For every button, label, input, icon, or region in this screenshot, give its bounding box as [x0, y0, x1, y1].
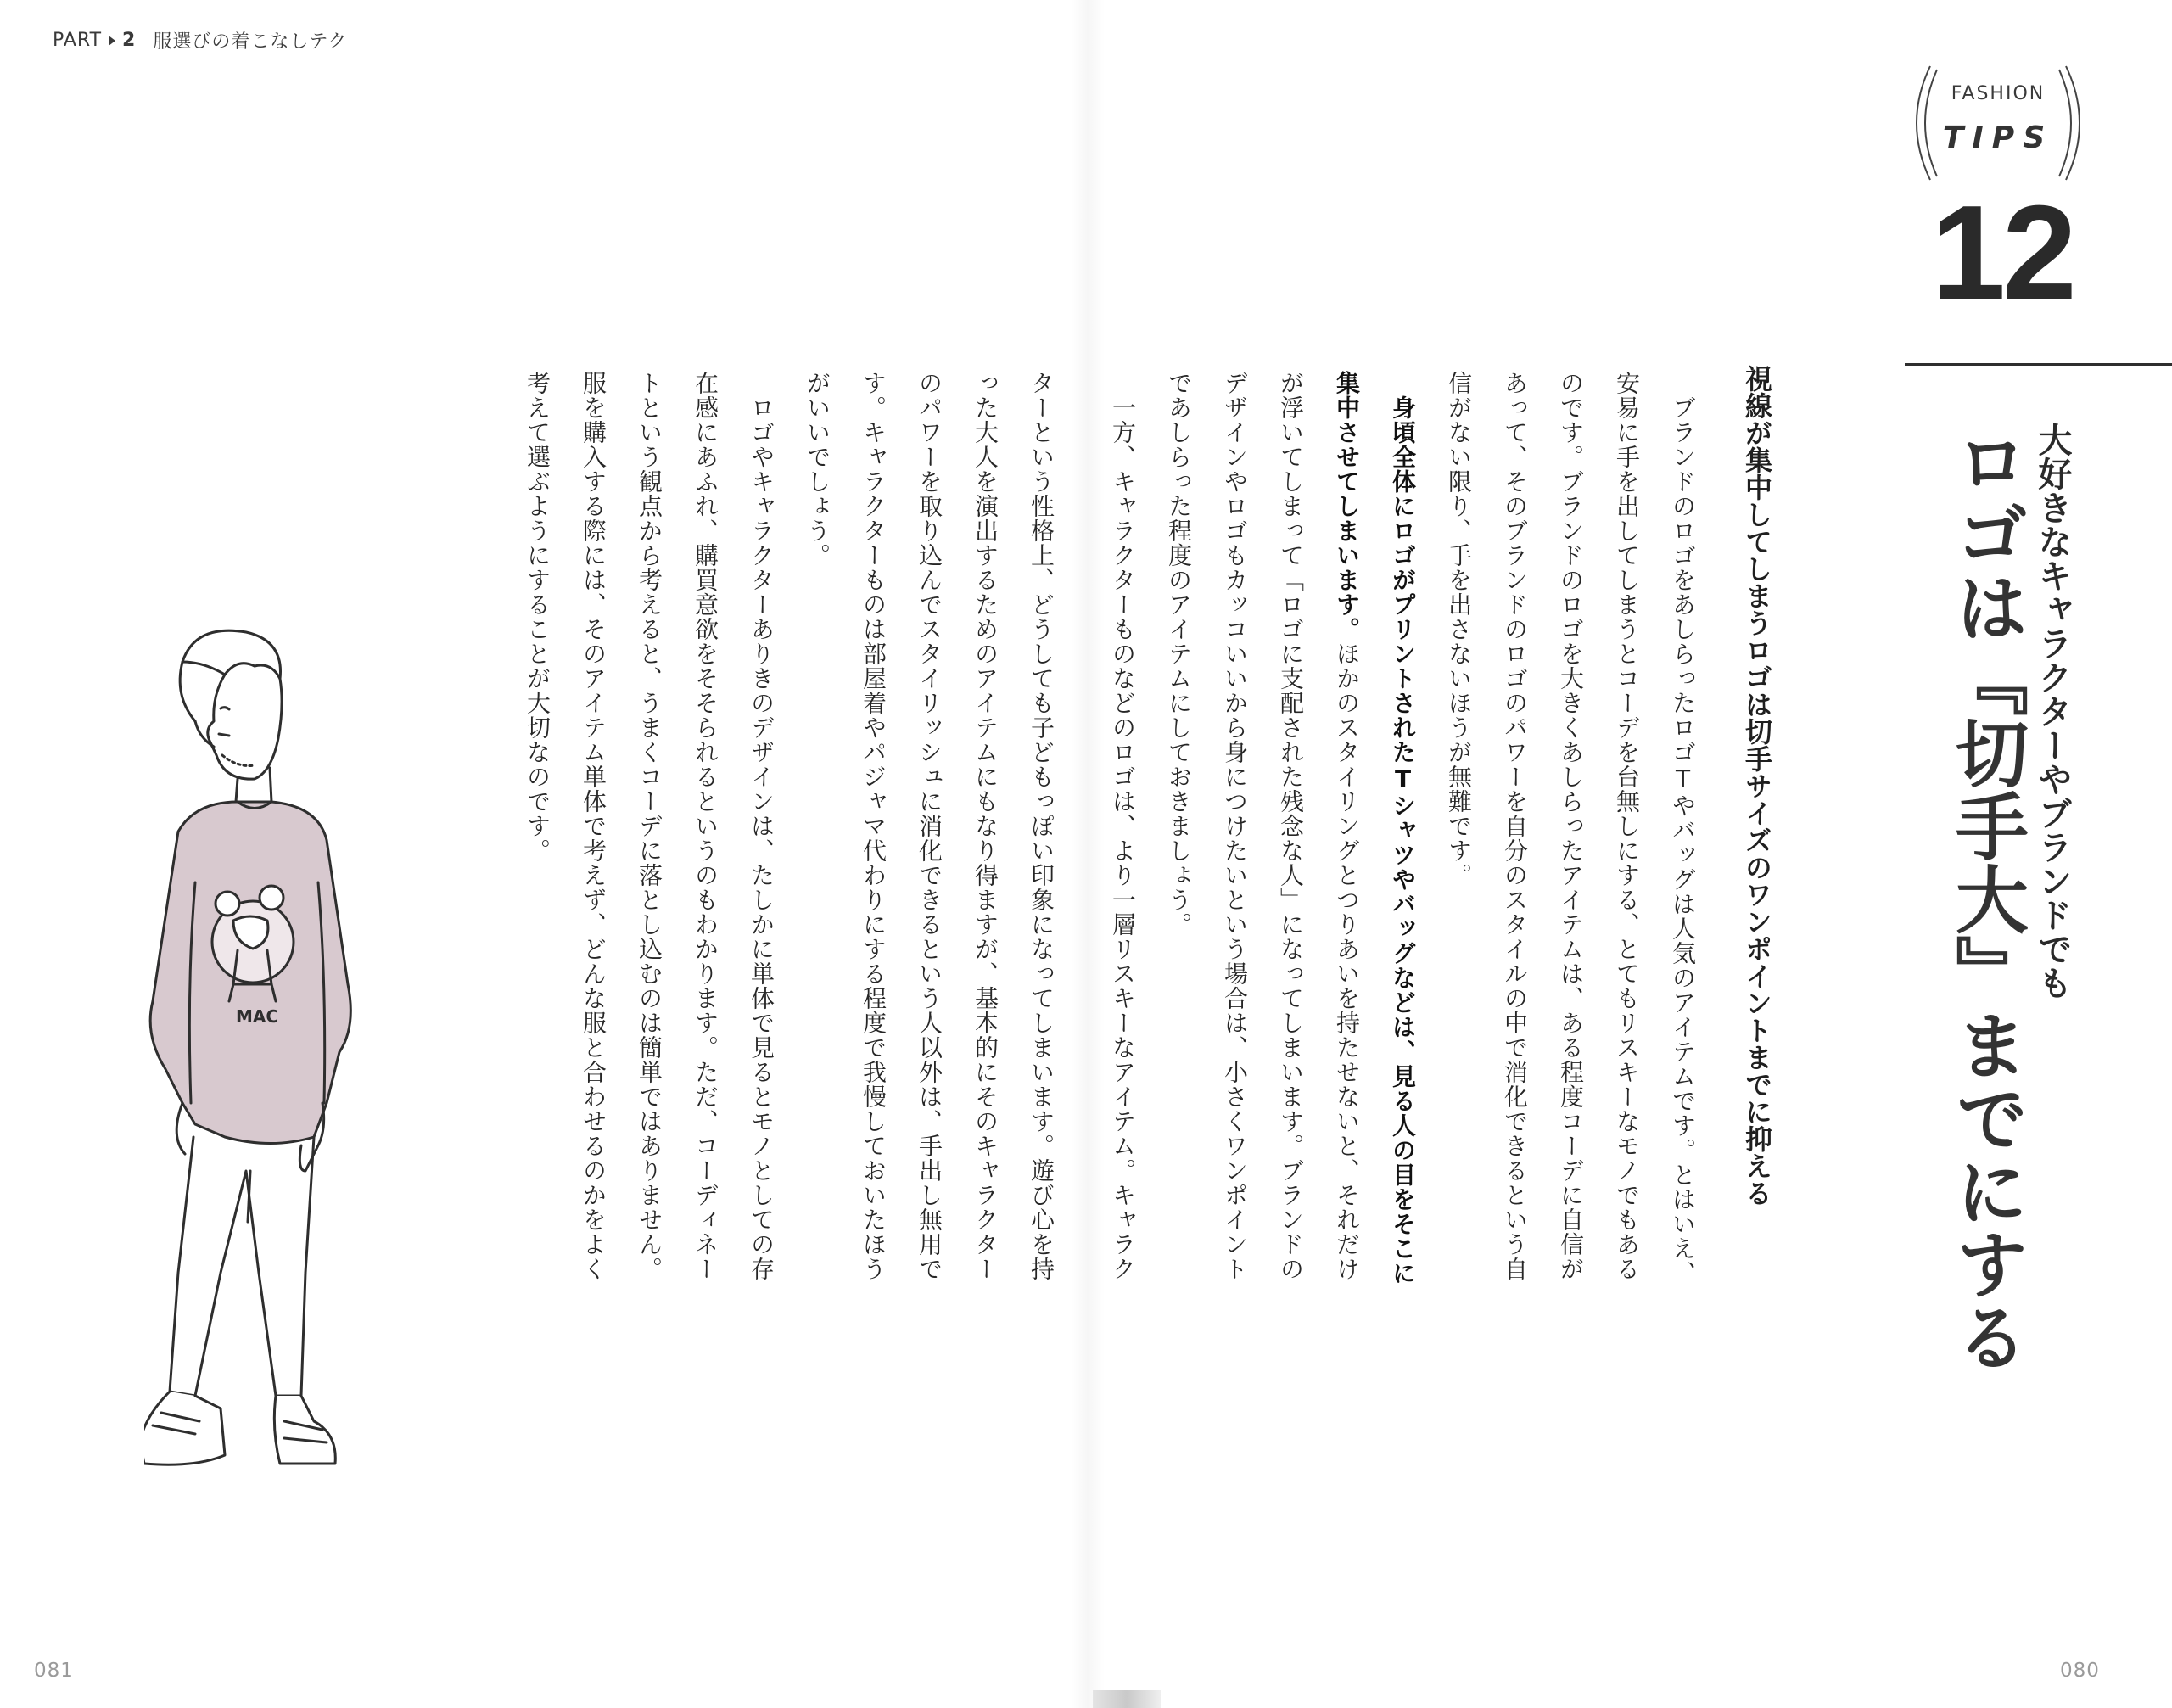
- tip-number: 12: [1931, 178, 2074, 328]
- body-line-5: 信がない限り、手を出さないほうが無難です。: [1445, 371, 1473, 888]
- chapter-title: 服選びの着こなしテク: [153, 31, 348, 53]
- body-line-6: [1381, 371, 1424, 1285]
- page-number-left: 081: [34, 1660, 74, 1682]
- body-line-7: [1325, 371, 1368, 1281]
- arrow-right-icon: [109, 36, 115, 46]
- body-bold-7: 集中させてしまいます。: [1333, 371, 1361, 641]
- body-line-8: が浮いてしまって「ロゴに支配された残念な人」になってしまいます。ブランドの: [1277, 371, 1305, 1281]
- title-subtitle: 大好きなキャラクターやブランドでも: [2033, 423, 2072, 1000]
- body-line-1: ブランドのロゴをあしらったロゴTやバッグは人気のアイテムです。とはいえ、: [1669, 371, 1697, 1285]
- body-line-11: 一方、キャラクターものなどのロゴは、より一層リスキーなアイテム。キャラク: [1109, 371, 1137, 1281]
- body-rest-7: ほかのスタイリングとつりあいを持たせないと、それだけ: [1333, 641, 1361, 1281]
- body-line-10: であしらった程度のアイテムにしておきましょう。: [1165, 371, 1193, 937]
- body-line-18: 在感にあふれ、購買意欲をそそられるというのもわかります。ただ、コーディネー: [691, 371, 719, 1281]
- gutter-mark: [1093, 1690, 1161, 1708]
- lead-sentence: 視線が集中してしまうロゴは切手サイズのワンポイントまでに抑える: [1741, 365, 1773, 1207]
- badge-tips-label: TIPS: [1942, 120, 2054, 155]
- body-line-14: のパワーを取り込んでスタイリッシュに消化できるという人以外は、手出し無用で: [915, 371, 943, 1281]
- part-label: PART: [53, 30, 103, 51]
- page-number-right: 080: [2060, 1660, 2100, 1682]
- body-line-2: 安易に手を出してしまうとコーデを台無しにする、とてもリスキーなモノでもある: [1613, 371, 1641, 1281]
- running-header: [53, 27, 347, 53]
- sweater-print-text: MAC: [236, 1006, 279, 1027]
- body-line-21: 考えて選ぶようにすることが大切なのです。: [523, 371, 551, 863]
- body-line-12: ターという性格上、どうしても子どもっぽい印象になってしまいます。遊び心を持: [1027, 371, 1055, 1281]
- person-icon: [144, 628, 399, 1502]
- page-title: ロゴは『切手大』までにする: [1943, 424, 2028, 1373]
- body-line-16: がいいでしょう。: [803, 371, 831, 568]
- body-line-17: ロゴやキャラクターありきのデザインは、たしかに単体で見るとモノとしての存: [747, 371, 775, 1281]
- fashion-tips-badge: [1905, 59, 2091, 187]
- body-line-20: 服を購入する際には、そのアイテム単体で考えず、どんな服と合わせるのかをよく: [579, 371, 607, 1281]
- body-line-9: デザインやロゴもカッコいいから身につけたいという場合は、小さくワンポイント: [1221, 371, 1249, 1281]
- man-illustration: [144, 628, 399, 1502]
- body-line-4: あって、そのブランドのロゴのパワーを自分のスタイルの中で消化できるという自: [1501, 371, 1529, 1281]
- body-line-19: トという観点から考えると、うまくコーデに落とし込むのは簡単ではありません。: [635, 371, 663, 1281]
- body-line-15: す。キャラクターものは部屋着やパジャマ代わりにする程度で我慢しておいたほう: [859, 371, 887, 1281]
- body-line-13: った大人を演出するためのアイテムにもなり得ますが、基本的にそのキャラクター: [971, 371, 999, 1281]
- part-number: 2: [122, 30, 137, 51]
- title-divider: [1905, 363, 2172, 366]
- body-line-3: のです。ブランドのロゴを大きくあしらったアイテムは、ある程度コーデに自信が: [1557, 371, 1585, 1281]
- page-gutter: [1071, 0, 1105, 1708]
- body-bold-6: 身頃全体にロゴがプリントされたTシャツやバッグなどは、見る人の目をそこに: [1389, 371, 1417, 1285]
- badge-fashion-label: FASHION: [1951, 83, 2046, 104]
